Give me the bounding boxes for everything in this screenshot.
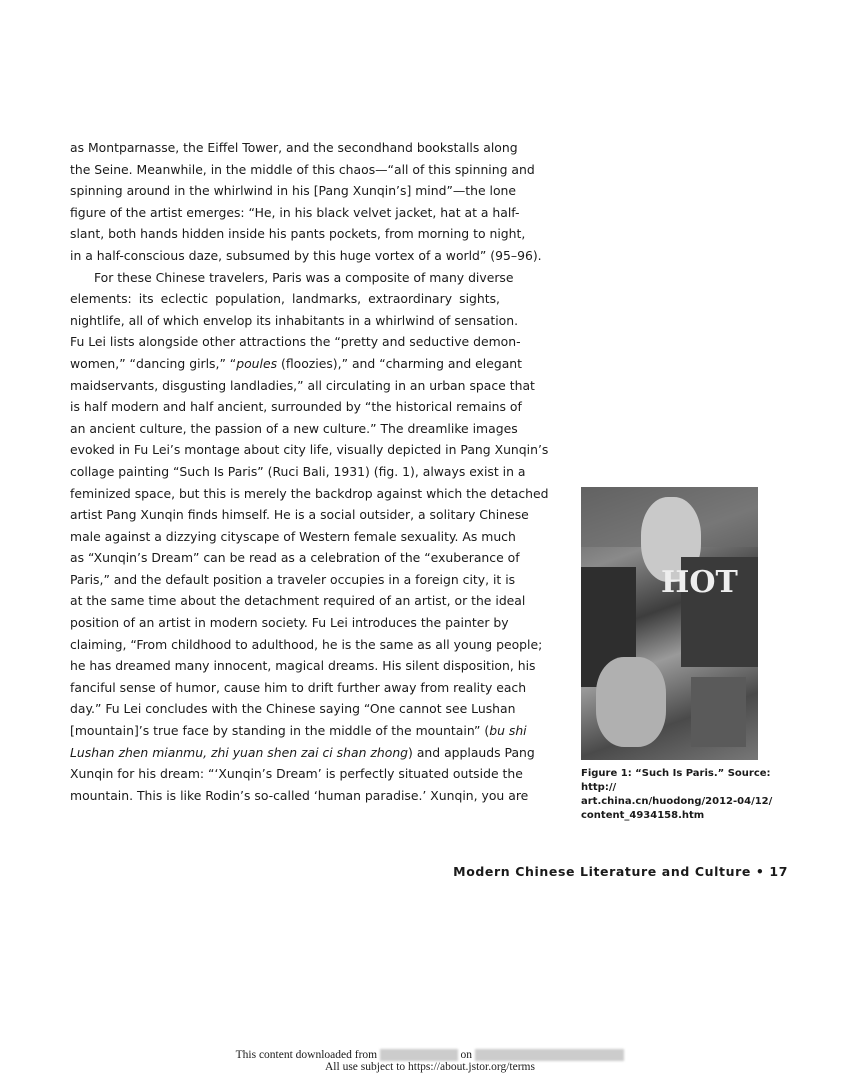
body-text <box>70 137 549 806</box>
body-line: day.” Fu Lei concludes with the Chinese saying “One cannot see Lushan <box>70 701 516 717</box>
jstor-on-text: on <box>460 1049 472 1061</box>
caption-line[interactable]: art.china.cn/huodong/2012-04/12/ <box>581 796 773 807</box>
body-line: elements: its eclectic population, landmarks, extraordinary sights, <box>70 291 500 307</box>
body-line: figure of the artist emerges: “He, in his black velvet jacket, hat at a half- <box>70 204 520 220</box>
body-line: the Seine. Meanwhile, in the middle of this chaos—“all of this spinning and <box>70 161 535 177</box>
jstor-download-text: This content downloaded from <box>235 1049 378 1061</box>
redacted-ip <box>380 1049 458 1061</box>
body-line: as “Xunqin’s Dream” can be read as a celebration of the “exuberance of <box>70 550 520 566</box>
caption-line[interactable]: content_4934158.htm <box>581 810 705 821</box>
body-line: collage painting “Such Is Paris” (Ruci Bali, 1931) (fig. 1), always exist in a <box>70 463 526 479</box>
body-line: nightlife, all of which envelop its inhabitants in a whirlwind of sensation. <box>70 312 519 328</box>
body-line: For these Chinese travelers, Paris was a composite of many diverse <box>94 269 514 285</box>
body-line: at the same time about the detachment required of an artist, or the ideal <box>70 593 526 609</box>
jstor-notice <box>0 1049 860 1073</box>
body-line: as Montparnasse, the Eiffel Tower, and the secondhand bookstalls along <box>70 140 518 155</box>
body-line: slant, both hands hidden inside his pants pockets, from morning to night, <box>70 226 526 242</box>
redacted-date <box>475 1049 625 1061</box>
body-line: Xunqin for his dream: “‘Xunqin’s Dream’ is perfectly situated outside the <box>70 766 523 782</box>
body-line: maidservants, disgusting landladies,” all circulating in an urban space that <box>70 377 535 393</box>
body-line: in a half-conscious daze, subsumed by this huge vortex of a world” (95–96). <box>70 247 542 263</box>
body-line: claiming, “From childhood to adulthood, he is the same as all young people; <box>70 636 543 652</box>
body-line: fanciful sense of humor, cause him to drift further away from reality each <box>70 679 527 695</box>
body-line: feminized space, but this is merely the backdrop against which the detached <box>70 485 549 501</box>
painting-hot-sign: HOT <box>661 565 738 600</box>
jstor-terms[interactable]: All use subject to https://about.jstor.org/terms <box>325 1061 535 1073</box>
body-line: is half modern and half ancient, surrounded by “the historical remains of <box>70 399 522 415</box>
body-line: Paris,” and the default position a traveler occupies in a foreign city, it is <box>70 571 516 587</box>
body-line: [mountain]’s true face by standing in the middle of the mountain” (bu shi <box>70 723 527 739</box>
body-line: position of an artist in modern society. Fu Lei introduces the painter by <box>70 615 509 631</box>
body-line: evoked in Fu Lei’s montage about city life, visually depicted in Pang Xunqin’s <box>70 442 549 458</box>
body-line: mountain. This is like Rodin’s so-called ‘human paradise.’ Xunqin, you are <box>70 787 529 803</box>
caption-line: Figure 1: “Such Is Paris.” Source: http:// <box>581 768 771 793</box>
body-line: spinning around in the whirlwind in his [Pang Xunqin’s] mind”—the lone <box>70 183 517 199</box>
body-line: Fu Lei lists alongside other attractions the “pretty and seductive demon- <box>70 334 521 350</box>
figure-painting-such-is-paris <box>581 487 758 760</box>
running-footer: Modern Chinese Literature and Culture • 17 <box>453 864 788 879</box>
body-line: Lushan zhen mianmu, zhi yuan shen zai ci shan zhong) and applauds Pang <box>70 744 535 760</box>
body-line: an ancient culture, the passion of a new culture.” The dreamlike images <box>70 420 518 436</box>
body-line: women,” “dancing girls,” “poules (floozies),” and “charming and elegant <box>70 355 523 371</box>
body-line: male against a dizzying cityscape of Western female sexuality. As much <box>70 528 516 544</box>
body-line: artist Pang Xunqin finds himself. He is a social outsider, a solitary Chinese <box>70 507 529 523</box>
body-line: he has dreamed many innocent, magical dreams. His silent disposition, his <box>70 658 536 674</box>
figure-caption <box>581 767 781 823</box>
